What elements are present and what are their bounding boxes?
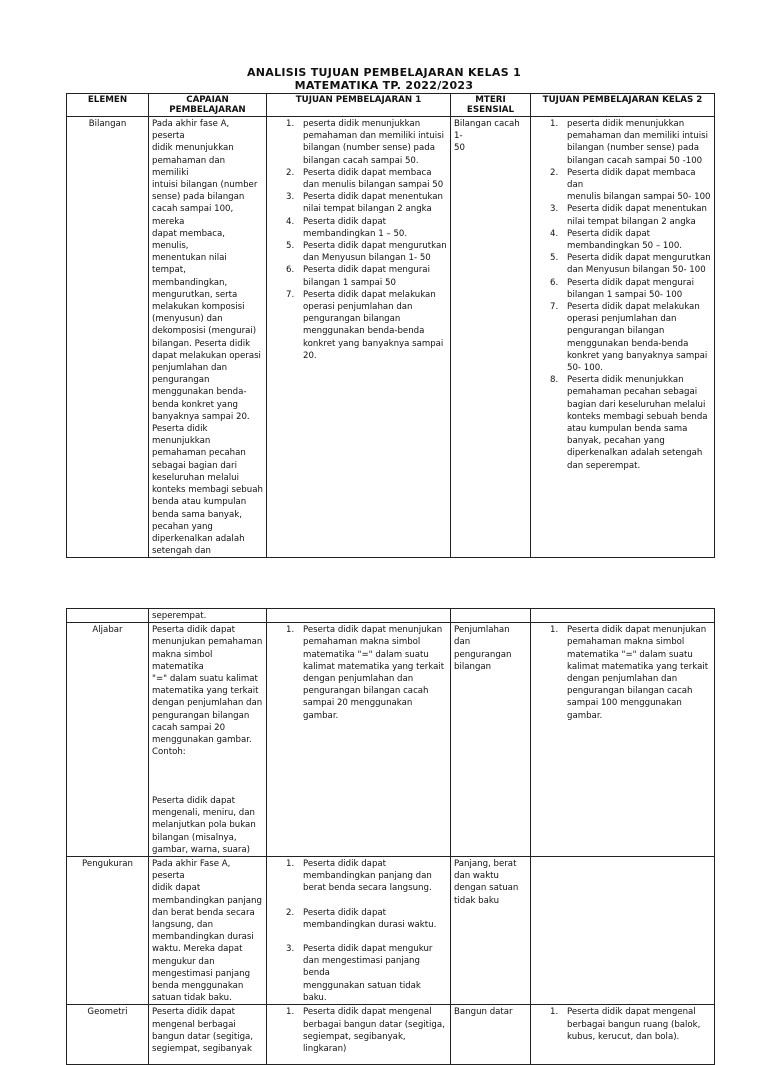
text-line: mengenali, meniru, dan: [152, 808, 255, 819]
list-item-number: 1.: [550, 119, 559, 129]
list-item: [534, 1006, 711, 1043]
list-item-line: Peserta didik dapat: [303, 907, 387, 918]
text-line: mengukur dan: [152, 956, 215, 967]
list-item-line: bagian dari keseluruhan melalui: [567, 399, 706, 410]
text-line: Bilangan cacah 1-: [454, 119, 520, 142]
list-item: [534, 374, 711, 472]
list-item-line: bilangan (number sense) pada: [567, 143, 699, 154]
list-item-line: Peserta didik dapat menunjukan: [303, 625, 443, 636]
list-item-line: bilangan cacah sampai 50 -100: [567, 155, 703, 166]
list-item-line: membandingkan panjang dan: [303, 871, 432, 882]
list-item: [270, 167, 447, 191]
list-item-line: bilangan cacah sampai 50.: [303, 155, 419, 166]
text-line: intuisi bilangan (number: [152, 180, 258, 191]
text-line: langsung, dan: [152, 920, 214, 931]
list-item-line: Peserta didik dapat melakukan: [303, 289, 436, 300]
text-line: penjumlahan dan: [152, 363, 228, 374]
list-item-number: 3.: [286, 944, 295, 955]
text-line: sebagai bagian dari: [152, 460, 237, 471]
text-line: "=" dalam suatu kalimat: [152, 674, 258, 685]
text-line: menggunakan gambar.: [152, 735, 252, 746]
list-item: [270, 240, 447, 264]
list-item-line: Peserta didik dapat menunjukan: [567, 625, 707, 636]
list-item: [270, 264, 447, 288]
list-item: [270, 216, 447, 240]
list-item-line: pengurangan bilangan: [567, 326, 665, 337]
list-item-line: membandingkan 50 – 100.: [567, 241, 683, 252]
numbered-list: [270, 1006, 447, 1055]
list-item-number: 3.: [286, 192, 295, 203]
text-line: bilangan. Peserta didik: [152, 338, 251, 349]
list-item-line: Peserta didik dapat menentukan: [303, 192, 443, 203]
list-item-number: 1.: [550, 625, 559, 636]
list-item-line: konteks membagi sebuah benda: [567, 411, 708, 422]
list-item-line: Peserta didik dapat mengurai: [303, 265, 430, 276]
list-item-number: 6.: [550, 277, 559, 288]
list-item-line: pemahaman pecahan sebagai: [567, 387, 698, 398]
list-item-number: 2.: [550, 167, 559, 178]
list-item: [534, 203, 711, 227]
text-line: dapat membaca, menulis,: [152, 228, 226, 252]
text-line: mengurutkan, serta: [152, 289, 238, 300]
text-line: Peserta didik dapat: [152, 1007, 236, 1018]
text-line: diperkenalkan adalah: [152, 533, 245, 544]
capaian-pengukuran: [149, 857, 267, 1005]
list-item-number: 8.: [550, 375, 559, 386]
text-line: menunjukkan: [152, 436, 211, 447]
text-line: sense) pada bilangan: [152, 192, 245, 203]
list-item: [534, 118, 711, 167]
text-line: Peserta didik: [152, 424, 208, 435]
tujuan1-bilangan: [267, 117, 451, 558]
header-capaian: CAPAIAN PEMBELAJARAN: [149, 94, 267, 117]
numbered-list: [534, 624, 711, 722]
list-item-number: 4.: [550, 228, 559, 239]
list-item-line: Peserta didik dapat mengenal: [567, 1007, 696, 1018]
list-item-line: dengan penjumlahan dan: [567, 674, 678, 685]
text-line: benda atau kumpulan: [152, 497, 247, 508]
list-item: [534, 277, 711, 301]
tujuan2-pengukuran: [531, 857, 715, 1005]
text-line: mengenal berbagai: [152, 1019, 236, 1030]
list-item-line: peserta didik menunjukkan: [303, 119, 421, 129]
list-item-line: Peserta didik dapat mengurutkan: [303, 241, 447, 252]
text-line: pengurangan: [152, 375, 210, 386]
list-item-line: Peserta didik menunjukkan: [567, 375, 684, 386]
list-item-line: 50- 100.: [567, 363, 603, 374]
list-item-number: 7.: [550, 302, 559, 313]
list-item: [270, 907, 447, 931]
list-item-line: membandingkan 1 – 50.: [303, 228, 408, 239]
numbered-list: [534, 118, 711, 472]
list-item-line: operasi penjumlahan dan: [567, 314, 677, 325]
elemen-geometri: Geometri: [67, 1005, 149, 1065]
list-item: [270, 191, 447, 215]
text-line: pecahan yang: [152, 521, 213, 532]
list-item-number: 5.: [286, 241, 295, 252]
materi-geometri: [451, 1005, 531, 1065]
list-item-line: banyak, pecahan yang: [567, 436, 665, 447]
text-line: melakukan komposisi: [152, 302, 245, 313]
tujuan2-bilangan: [531, 117, 715, 558]
list-item-line: Peserta didik dapat melakukan: [567, 302, 700, 313]
text-line: bangun datar (segitiga,: [152, 1031, 254, 1042]
list-item-line: Peserta didik dapat mengukur: [303, 944, 433, 955]
list-item-number: 1.: [550, 1007, 559, 1018]
list-item-line: sampai 20 menggunakan gambar.: [303, 698, 413, 721]
text-line: Panjang, berat: [454, 859, 517, 870]
list-item-line: Peserta didik dapat: [303, 859, 387, 870]
elemen-aljabar: Aljabar: [67, 623, 149, 857]
materi-bilangan: [451, 117, 531, 558]
list-item-line: lingkaran): [303, 1044, 347, 1055]
text-line: pengurangan bilangan: [152, 710, 250, 721]
list-item-line: dan seperempat.: [567, 460, 641, 471]
list-item-line: berat benda secara langsung.: [303, 883, 432, 894]
list-item-line: matematika "=" dalam suatu: [567, 649, 693, 660]
list-item-line: gambar.: [567, 710, 603, 721]
text-line: didik menunjukkan: [152, 143, 234, 154]
list-item-line: berbagai bangun datar (segitiga,: [303, 1019, 445, 1030]
text-line: benda konkret yang: [152, 399, 238, 410]
numbered-list: [270, 118, 447, 362]
list-item-line: Peserta didik dapat mengurutkan: [567, 253, 711, 264]
text-line: bilangan (misalnya,: [152, 832, 237, 843]
list-item-line: Peserta didik dapat membaca: [303, 167, 432, 178]
text-line: satuan tidak baku.: [152, 993, 232, 1004]
capaian-bilangan: [149, 117, 267, 558]
list-item-number: 5.: [550, 253, 559, 264]
list-item: [270, 943, 447, 1004]
list-item-line: operasi penjumlahan dan: [303, 302, 413, 313]
header-materi: MTERI ESENSIAL: [451, 94, 531, 117]
text-line: Peserta didik dapat: [152, 625, 236, 636]
text-line: membandingkan,: [152, 277, 228, 288]
list-item: [534, 624, 711, 722]
list-item-line: segiempat, segibanyak,: [303, 1031, 406, 1042]
header-tujuan2: TUJUAN PEMBELAJARAN KELAS 2: [531, 94, 715, 117]
document-title-line1: ANALISIS TUJUAN PEMBELAJARAN KELAS 1: [246, 66, 522, 79]
list-item-line: diperkenalkan adalah setengah: [567, 448, 703, 459]
list-item-line: matematika "=" dalam suatu: [303, 649, 429, 660]
list-item-number: 1.: [286, 859, 295, 870]
list-item-line: konkret yang banyaknya sampai: [303, 338, 444, 349]
text-line: pengurangan: [454, 649, 512, 660]
list-item-line: dengan penjumlahan dan: [303, 674, 414, 685]
text-line: Bangun datar: [454, 1007, 513, 1018]
table-row-continuation: [67, 609, 715, 623]
list-item-number: 7.: [286, 289, 295, 300]
list-item: [270, 1006, 447, 1055]
text-line: (menyusun) dan: [152, 314, 223, 325]
list-item-line: Peserta didik dapat menentukan: [567, 204, 707, 215]
capaian-continuation: seperempat.: [149, 609, 267, 623]
list-item: [270, 118, 447, 167]
list-item-line: pemahaman dan memiliki intuisi: [303, 131, 444, 142]
elemen-bilangan: Bilangan: [67, 117, 149, 558]
table-row-pengukuran: [67, 857, 715, 1005]
list-item: [270, 858, 447, 895]
list-item: [534, 228, 711, 252]
text-line: dan waktu: [454, 871, 499, 882]
list-item-line: peserta didik menunjukkan: [567, 119, 685, 129]
text-line: waktu. Mereka dapat: [152, 944, 243, 955]
table-row-geometri: [67, 1005, 715, 1065]
text-line: 50: [454, 143, 465, 154]
elemen-pengukuran: Pengukuran: [67, 857, 149, 1005]
numbered-list: [534, 1006, 711, 1043]
list-item-line: bilangan (number sense) pada: [303, 143, 435, 154]
list-item-line: atau kumpulan benda sama: [567, 424, 688, 435]
table-row-aljabar: [67, 623, 715, 857]
text-line: segiempat, segibanyak: [152, 1044, 252, 1055]
text-line: matematika yang terkait: [152, 686, 259, 697]
text-line: didik dapat: [152, 883, 201, 894]
text-line: benda sama banyak,: [152, 509, 242, 520]
list-item-line: menggunakan satuan tidak baku.: [303, 980, 421, 1003]
capaian-aljabar: [149, 623, 267, 857]
list-item-line: pemahaman makna simbol: [567, 637, 685, 648]
list-item: [534, 252, 711, 276]
list-item-line: bilangan 1 sampai 50: [303, 277, 396, 288]
text-line: membandingkan panjang: [152, 895, 262, 906]
list-item-line: menggunakan benda-benda: [567, 338, 689, 349]
list-item-line: pengurangan bilangan cacah: [303, 686, 429, 697]
text-line: Contoh:: [152, 747, 186, 758]
list-item-line: 20.: [303, 350, 317, 361]
header-elemen: ELEMEN: [67, 94, 149, 117]
list-item: [534, 167, 711, 204]
header-tujuan1: TUJUAN PEMBELAJARAN 1: [267, 94, 451, 117]
list-item: [270, 289, 447, 362]
text-line: Pada akhir Fase A, peserta: [152, 859, 231, 882]
text-line: benda menggunakan: [152, 981, 244, 992]
list-item: [270, 624, 447, 722]
list-item-line: pengurangan bilangan cacah: [567, 686, 693, 697]
materi-pengukuran: [451, 857, 531, 1005]
list-item-line: membandingkan durasi waktu.: [303, 919, 437, 930]
list-item-line: menulis bilangan sampai 50- 100: [567, 192, 711, 203]
text-line: pemahaman dan memiliki: [152, 155, 226, 178]
capaian-geometri: [149, 1005, 267, 1065]
text-line: setengah dan: [152, 546, 211, 557]
tujuan1-pengukuran: [267, 857, 451, 1005]
text-line: mengestimasi panjang: [152, 968, 251, 979]
list-item-number: 2.: [286, 167, 295, 178]
list-item-line: dan Menyusun bilangan 50- 100: [567, 265, 706, 276]
list-item-line: bilangan 1 sampai 50- 100: [567, 289, 683, 300]
list-item-line: dan Menyusun bilangan 1- 50: [303, 253, 431, 264]
list-item-number: 1.: [286, 119, 295, 129]
text-line: menentukan nilai tempat,: [152, 253, 227, 276]
text-line: Penjumlahan dan: [454, 625, 510, 648]
list-item: [534, 301, 711, 374]
text-line: Pada akhir fase A, peserta: [152, 119, 230, 142]
text-line: bilangan: [454, 661, 492, 672]
text-line: keseluruhan melalui: [152, 472, 239, 483]
text-line: dekomposisi (mengurai): [152, 326, 257, 337]
list-item-line: kubus, kerucut, dan bola).: [567, 1031, 680, 1042]
text-line: melanjutkan pola bukan: [152, 820, 256, 831]
analysis-table-page2: [66, 608, 715, 1065]
list-item-number: 3.: [550, 204, 559, 215]
list-item-line: Peserta didik dapat membaca dan: [567, 167, 696, 191]
numbered-list: [270, 624, 447, 722]
text-line: dengan penjumlahan dan: [152, 698, 263, 709]
list-item-number: 2.: [286, 907, 295, 918]
list-item-line: konkret yang banyaknya sampai: [567, 350, 708, 361]
text-line: menunjukan pemahaman: [152, 637, 263, 648]
list-item-line: Peserta didik dapat mengurai: [567, 277, 694, 288]
list-item-number: 1.: [286, 625, 295, 636]
text-line: pemahaman pecahan: [152, 448, 246, 459]
text-line: menggunakan benda-: [152, 387, 247, 398]
document-title-line2: MATEMATIKA TP. 2022/2023: [294, 79, 474, 92]
tujuan2-geometri: [531, 1005, 715, 1065]
list-item-line: menggunakan benda-benda: [303, 326, 425, 337]
text-line: dan berat benda secara: [152, 907, 255, 918]
text-line: makna simbol matematika: [152, 649, 213, 672]
analysis-table-page1: [66, 93, 715, 558]
list-item-line: sampai 100 menggunakan: [567, 698, 682, 709]
list-item-number: 6.: [286, 265, 295, 276]
list-item-line: pengurangan bilangan: [303, 314, 401, 325]
text-line: tidak baku: [454, 895, 500, 906]
tujuan1-aljabar: [267, 623, 451, 857]
table-row-bilangan: [67, 117, 715, 558]
text-line: banyaknya sampai 20.: [152, 411, 250, 422]
text-line: cacah sampai 100, mereka: [152, 204, 234, 227]
list-item-number: 4.: [286, 216, 295, 227]
list-item-line: pemahaman dan memiliki intuisi: [567, 131, 708, 142]
text-line: membandingkan durasi: [152, 932, 254, 943]
list-item-line: nilai tempat bilangan 2 angka: [303, 204, 432, 215]
text-line: dengan satuan: [454, 883, 519, 894]
list-item-line: pemahaman makna simbol: [303, 637, 421, 648]
numbered-list: [270, 858, 447, 1004]
list-item-line: dan mengestimasi panjang benda: [303, 956, 420, 979]
list-item-line: Peserta didik dapat: [303, 216, 387, 227]
list-item-line: nilai tempat bilangan 2 angka: [567, 216, 696, 227]
tujuan2-aljabar: [531, 623, 715, 857]
text-line: konteks membagi sebuah: [152, 485, 263, 496]
list-item-line: kalimat matematika yang terkait: [567, 661, 709, 672]
list-item-line: Peserta didik dapat: [567, 228, 651, 239]
text-line: gambar, warna, suara): [152, 844, 251, 855]
tujuan1-geometri: [267, 1005, 451, 1065]
list-item-line: dan menulis bilangan sampai 50: [303, 180, 444, 191]
list-item-line: Peserta didik dapat mengenal: [303, 1007, 432, 1018]
materi-aljabar: [451, 623, 531, 857]
list-item-line: kalimat matematika yang terkait: [303, 661, 445, 672]
list-item-line: berbagai bangun ruang (balok,: [567, 1019, 701, 1030]
text-line: cacah sampai 20: [152, 722, 226, 733]
list-item-number: 1.: [286, 1007, 295, 1018]
text-line: dapat melakukan operasi: [152, 350, 261, 361]
text-line: Peserta didik dapat: [152, 796, 236, 806]
